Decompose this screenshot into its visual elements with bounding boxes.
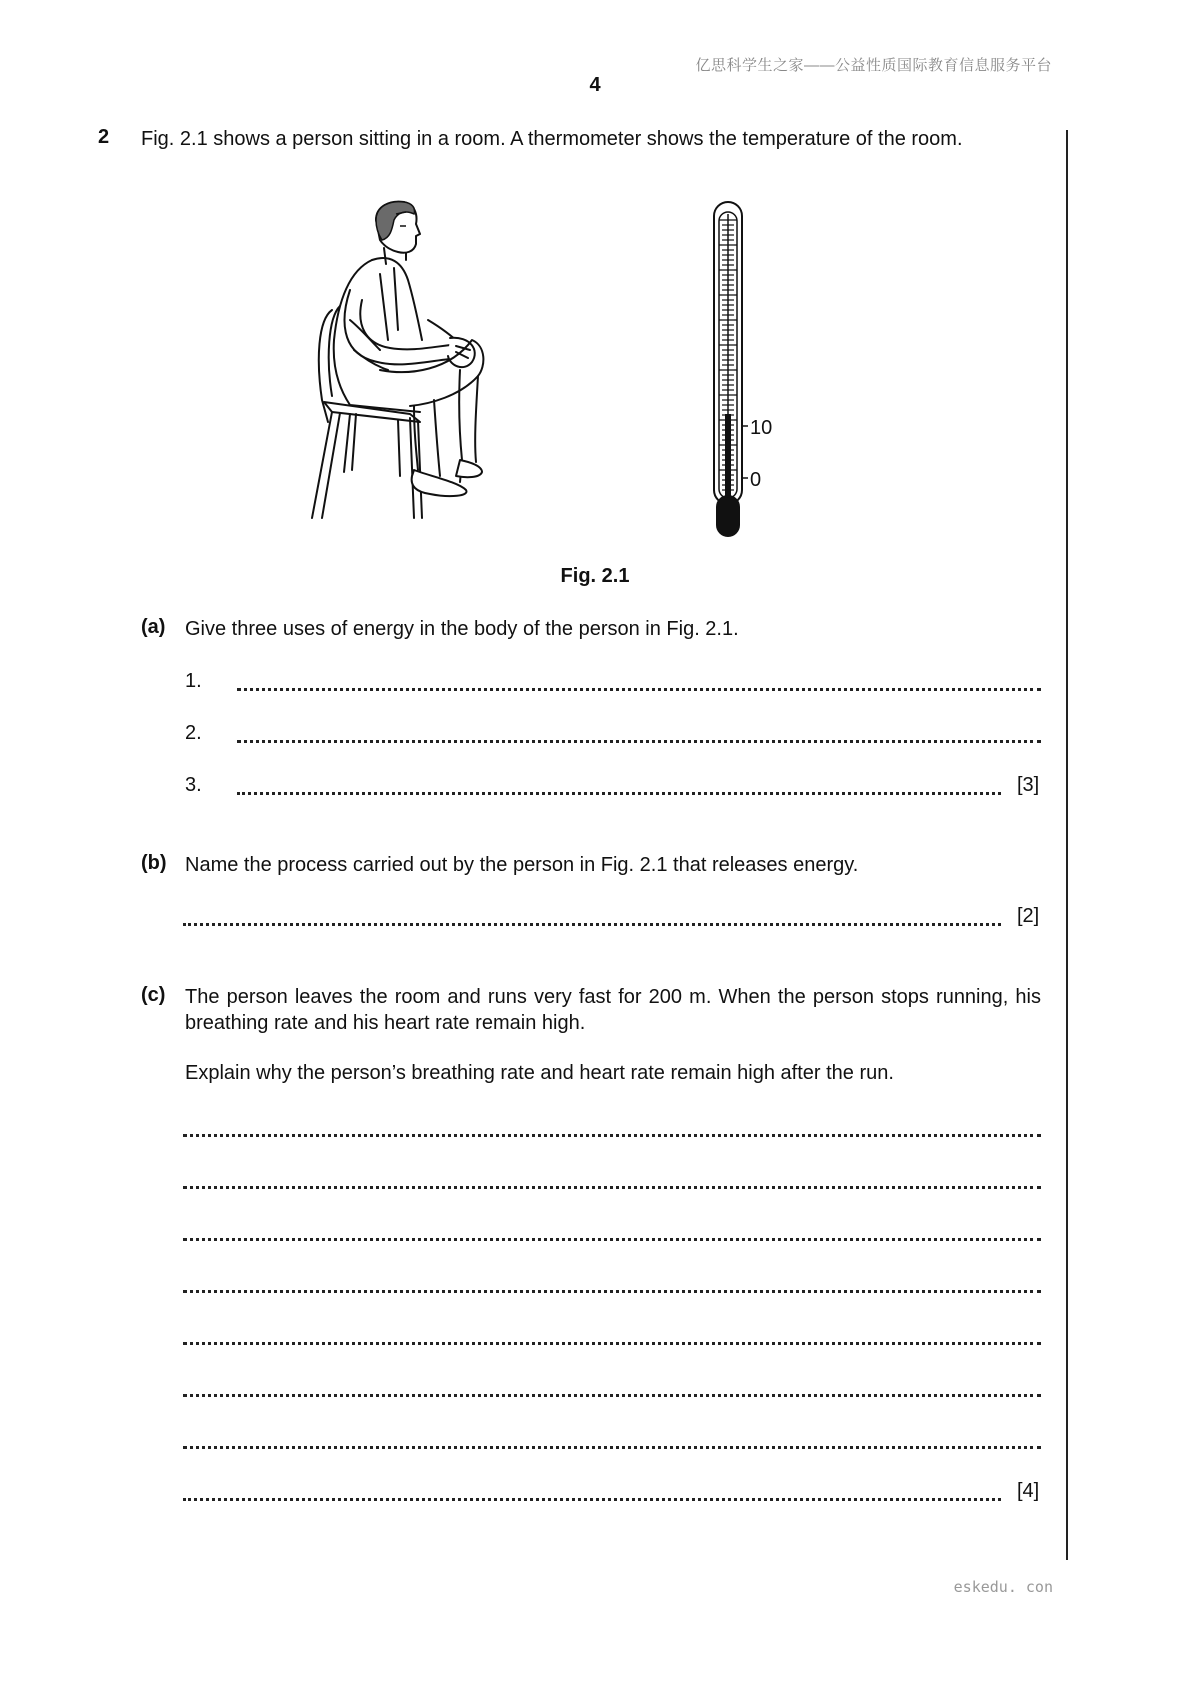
seated-person-illustration [310, 200, 530, 540]
part-c-marks: [4] [1017, 1480, 1040, 1502]
page-number: 4 [589, 74, 601, 96]
footer-watermark: eskedu. con [953, 1578, 1053, 1596]
thermometer-label-0: 0 [750, 469, 762, 491]
answer-line-a1[interactable] [237, 688, 1041, 691]
answer-line-c8[interactable] [183, 1498, 1001, 1501]
answer-line-c6[interactable] [183, 1394, 1041, 1397]
part-c-instruction: Explain why the person’s breathing rate and heart rate remain high after the run. [185, 1062, 894, 1084]
part-c-text: The person leaves the room and runs very fast for 200 m. When the person stops running, his breathing rate and his heart rate remain high. [185, 986, 1041, 1034]
answer-line-c7[interactable] [183, 1446, 1041, 1449]
part-a-label: (a) [141, 616, 166, 638]
part-b-label: (b) [141, 852, 167, 874]
answer-line-c3[interactable] [183, 1238, 1041, 1241]
part-c-label: (c) [141, 984, 166, 1006]
figure-caption: Fig. 2.1 [560, 565, 630, 587]
answer-line-c4[interactable] [183, 1290, 1041, 1293]
answer-line-c1[interactable] [183, 1134, 1041, 1137]
answer-line-number-3: 3. [185, 774, 202, 796]
question-number: 2 [98, 126, 110, 148]
answer-line-b1[interactable] [183, 923, 1001, 926]
answer-line-number-1: 1. [185, 670, 202, 692]
header-site-name: 亿思科学生之家——公益性质国际教育信息服务平台 [695, 57, 1052, 74]
margin-rule [1066, 130, 1068, 1560]
part-b-marks: [2] [1017, 905, 1040, 927]
answer-line-c2[interactable] [183, 1186, 1041, 1189]
thermometer-label-10: 10 [750, 417, 773, 439]
answer-line-number-2: 2. [185, 722, 202, 744]
answer-line-c5[interactable] [183, 1342, 1041, 1345]
question-intro: Fig. 2.1 shows a person sitting in a room. A thermometer shows the temperature of the room. [141, 128, 963, 150]
part-b-text: Name the process carried out by the person in Fig. 2.1 that releases energy. [185, 854, 859, 876]
part-a-text: Give three uses of energy in the body of the person in Fig. 2.1. [185, 618, 739, 640]
part-a-marks: [3] [1017, 774, 1040, 796]
thermometer-illustration [700, 200, 790, 540]
answer-line-a3[interactable] [237, 792, 1001, 795]
answer-line-a2[interactable] [237, 740, 1041, 743]
